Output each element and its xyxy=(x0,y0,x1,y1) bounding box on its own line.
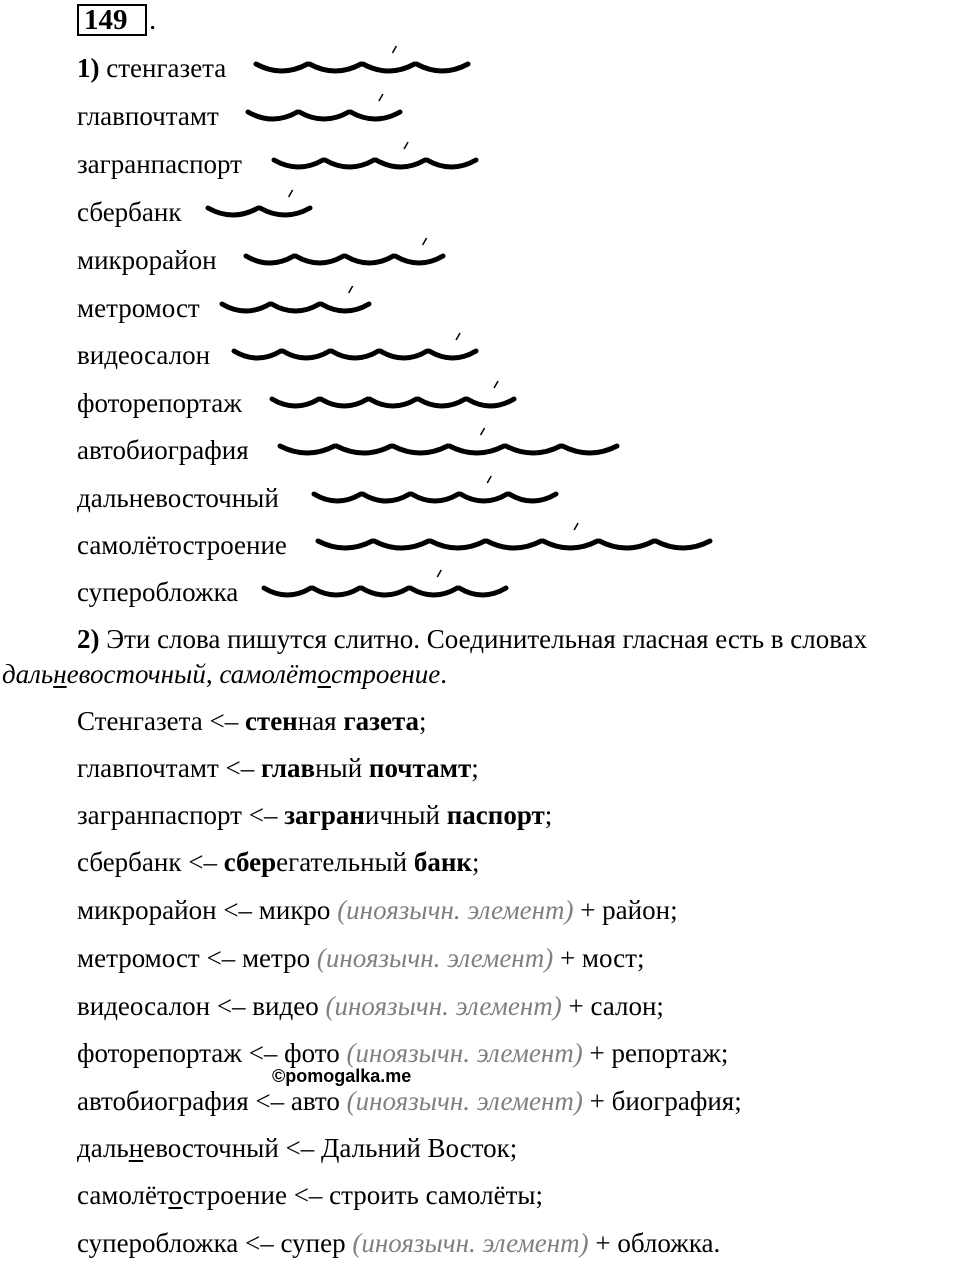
root-arc xyxy=(431,541,485,548)
root-arcs-3 xyxy=(271,138,481,178)
derived-word: фоторепортаж xyxy=(77,1038,242,1068)
root-arc xyxy=(393,446,448,453)
stress-mark xyxy=(494,381,498,388)
root-arc xyxy=(429,351,476,358)
root-arcs-4 xyxy=(205,186,315,226)
example-2-underlined: о xyxy=(317,659,331,689)
example-1-part: даль xyxy=(2,659,54,689)
word-text: самолётостроение xyxy=(77,530,287,560)
derived-word: сбербанк xyxy=(77,847,182,877)
derived-word: автобиография xyxy=(77,1086,249,1116)
derived-word: видеосалон xyxy=(77,991,211,1021)
stress-mark xyxy=(404,142,408,149)
part2-intro xyxy=(77,623,867,655)
source-part: ; xyxy=(471,753,479,783)
example-1-underlined: н xyxy=(53,659,67,689)
word-text: стенгазета xyxy=(106,53,227,83)
root-arc xyxy=(363,64,415,71)
root-arc xyxy=(362,588,409,595)
source-part: егательный xyxy=(276,847,414,877)
root-arcs-6 xyxy=(219,282,374,322)
arrow: <– xyxy=(245,1228,274,1258)
word-row-10 xyxy=(77,482,279,514)
word-row-7 xyxy=(77,339,210,371)
word-row-12 xyxy=(77,576,238,608)
source-part: ичный xyxy=(364,800,447,830)
root-arc xyxy=(363,494,410,501)
foreign-note: (иноязычн. элемент) xyxy=(346,1038,583,1068)
root-arc xyxy=(395,256,443,263)
word-row-2 xyxy=(77,100,219,132)
stress-mark xyxy=(392,46,396,53)
root-arc xyxy=(376,160,425,167)
foreign-note: (иноязычн. элемент) xyxy=(352,1228,589,1258)
arrow: <– xyxy=(248,1038,278,1068)
foreign-note: (иноязычн. элемент) xyxy=(337,895,574,925)
root-arcs-7 xyxy=(231,329,481,369)
derivation-row xyxy=(77,942,644,974)
word-text: микрорайон xyxy=(77,245,217,275)
source-part: сбер xyxy=(223,847,277,877)
word-row-4 xyxy=(77,196,181,228)
derivation-row xyxy=(77,752,479,784)
exercise-number: 149 xyxy=(84,4,128,36)
root-arc xyxy=(509,494,556,501)
source-phrase: строить самолёты; xyxy=(329,1180,544,1210)
derivation-row xyxy=(77,1132,517,1164)
root-arc xyxy=(412,494,459,501)
arrow: <– xyxy=(216,991,246,1021)
root-arc xyxy=(283,351,330,358)
root-arc xyxy=(314,494,361,501)
part2-marker: 2) xyxy=(77,624,100,654)
arrow: <– xyxy=(188,847,217,877)
part2-examples xyxy=(2,658,447,690)
arrow: <– xyxy=(206,943,236,973)
root-arc xyxy=(264,588,311,595)
foreign-element: микро xyxy=(258,895,331,925)
stress-mark xyxy=(574,523,578,530)
root-arc xyxy=(427,160,476,167)
word-row-8 xyxy=(77,387,242,419)
source-part: ; xyxy=(419,706,427,736)
root-arc xyxy=(321,304,369,311)
word-row-5 xyxy=(77,244,217,276)
word-text: суперобложка xyxy=(77,577,239,607)
word-text: автобиография xyxy=(77,435,249,465)
root-arc xyxy=(374,541,428,548)
root-arc xyxy=(370,399,417,406)
root-part: + обложка. xyxy=(595,1228,721,1258)
root-part: + мост; xyxy=(559,943,645,973)
stress-mark xyxy=(456,333,460,340)
stress-mark xyxy=(349,286,353,293)
arrow: <– xyxy=(223,895,253,925)
example-1-rest: восточный xyxy=(78,659,206,689)
root-arc xyxy=(410,588,457,595)
derived-word: метромост xyxy=(77,943,200,973)
word-text: фоторепортаж xyxy=(77,388,242,418)
root-part: + район; xyxy=(580,895,678,925)
example-separator: , xyxy=(205,659,220,689)
root-arc xyxy=(318,541,372,548)
part1-marker: 1) xyxy=(77,53,100,83)
derivation-row xyxy=(77,1227,720,1259)
root-arcs-10 xyxy=(311,472,561,512)
stress-mark xyxy=(379,94,383,101)
root-arcs-12 xyxy=(261,566,511,606)
foreign-note: (иноязычн. элемент) xyxy=(325,991,562,1021)
word-text: загранпаспорт xyxy=(77,149,242,179)
root-arc xyxy=(656,541,710,548)
root-arc xyxy=(351,112,400,119)
example-2-part: самолёт xyxy=(219,659,318,689)
root-arc xyxy=(346,256,394,263)
stress-mark xyxy=(423,238,427,245)
derivation-row xyxy=(77,1179,543,1211)
root-arc xyxy=(380,351,427,358)
stress-mark xyxy=(481,428,485,435)
root-arc xyxy=(313,588,360,595)
foreign-element: фото xyxy=(284,1038,340,1068)
root-arcs-11 xyxy=(315,519,715,559)
root-arc xyxy=(274,160,323,167)
stress-mark xyxy=(437,570,441,577)
root-arc xyxy=(256,64,308,71)
root-arc xyxy=(246,256,294,263)
derivation-row xyxy=(77,846,480,878)
root-arc xyxy=(487,541,541,548)
source-part: банк xyxy=(413,847,472,877)
root-arc xyxy=(299,112,348,119)
word-row-9 xyxy=(77,434,249,466)
derivation-row xyxy=(77,799,552,831)
word-row-3 xyxy=(77,148,242,180)
root-arc xyxy=(459,588,506,595)
arrow: <– xyxy=(285,1133,315,1163)
word-text: видеосалон xyxy=(77,340,211,370)
foreign-element: супер xyxy=(280,1228,346,1258)
arrow: <– xyxy=(209,706,239,736)
foreign-note: (иноязычн. элемент) xyxy=(316,943,554,973)
root-arc xyxy=(460,494,507,501)
word-text: метромост xyxy=(77,293,200,323)
derived-word: главпочтамт xyxy=(77,753,219,783)
foreign-element: авто xyxy=(290,1086,340,1116)
foreign-note: (иноязычн. элемент) xyxy=(346,1086,583,1116)
root-arcs-8 xyxy=(269,377,519,417)
word-text: главпочтамт xyxy=(77,101,219,131)
root-arcs-9 xyxy=(277,424,622,464)
example-1-vowel: е xyxy=(66,659,79,689)
derived-word: суперобложка xyxy=(77,1228,239,1258)
root-arcs-1 xyxy=(253,42,473,82)
root-arc xyxy=(417,64,469,71)
word-text: дальневосточный xyxy=(77,483,279,513)
root-arc xyxy=(260,208,310,215)
source-part: ; xyxy=(544,800,553,830)
root-arc xyxy=(280,446,335,453)
word-row-6 xyxy=(77,292,200,324)
arrow: <– xyxy=(255,1086,285,1116)
root-arc xyxy=(310,64,362,71)
stress-mark xyxy=(487,476,491,483)
source-part: газета xyxy=(343,706,420,736)
arrow: <– xyxy=(248,800,278,830)
word-row-1 xyxy=(77,52,226,84)
root-arc xyxy=(506,446,561,453)
source-part: стен xyxy=(244,706,298,736)
source-part: паспорт xyxy=(446,800,545,830)
derived-word: загранпаспорт xyxy=(77,800,242,830)
root-arc xyxy=(450,446,505,453)
derivation-row xyxy=(77,990,664,1022)
source-part: глав xyxy=(260,753,316,783)
root-arc xyxy=(543,541,597,548)
root-arc xyxy=(272,399,319,406)
root-arc xyxy=(296,256,344,263)
source-part: загран xyxy=(284,800,365,830)
source-part: ная xyxy=(297,706,344,736)
root-arcs-2 xyxy=(245,90,405,130)
watermark: ©pomogalka.me xyxy=(272,1066,412,1086)
foreign-element: видео xyxy=(252,991,319,1021)
root-arc xyxy=(418,399,465,406)
derivation-row xyxy=(77,1037,728,1069)
arrow: <– xyxy=(225,753,255,783)
derived-word: микрорайон xyxy=(77,895,217,925)
root-arcs-5 xyxy=(243,234,448,274)
derivation-row xyxy=(77,705,427,737)
derived-word: Стенгазета xyxy=(77,706,203,736)
example-2-rest: строение xyxy=(330,659,441,689)
root-arc xyxy=(337,446,392,453)
root-arc xyxy=(208,208,258,215)
root-arc xyxy=(563,446,618,453)
root-arc xyxy=(467,399,514,406)
root-arc xyxy=(321,399,368,406)
arrow: <– xyxy=(293,1180,323,1210)
root-arc xyxy=(234,351,281,358)
root-arc xyxy=(332,351,379,358)
root-part: + биография; xyxy=(589,1086,742,1116)
root-arc xyxy=(248,112,297,119)
exercise-number-dot: . xyxy=(149,4,157,36)
root-part: + салон; xyxy=(568,991,664,1021)
part2-sentence: Эти слова пишутся слитно. Соединительная гласная есть в словах xyxy=(106,624,868,654)
derivation-row xyxy=(77,894,678,926)
root-arc xyxy=(272,304,320,311)
root-arc xyxy=(325,160,374,167)
source-phrase: Дальний Восток; xyxy=(321,1133,518,1163)
root-arc xyxy=(222,304,270,311)
word-text: сбербанк xyxy=(77,197,182,227)
derived-word: дальневосточный xyxy=(77,1133,279,1163)
source-part: ; xyxy=(472,847,480,877)
word-row-11 xyxy=(77,529,287,561)
stress-mark xyxy=(289,190,293,197)
root-part: + репортаж; xyxy=(589,1038,729,1068)
foreign-element: метро xyxy=(241,943,311,973)
source-part: ный xyxy=(315,753,369,783)
example-end: . xyxy=(440,659,448,689)
derivation-row xyxy=(77,1085,742,1117)
derived-word: самолётостроение xyxy=(77,1180,287,1210)
source-part: почтамт xyxy=(368,753,472,783)
root-arc xyxy=(599,541,653,548)
